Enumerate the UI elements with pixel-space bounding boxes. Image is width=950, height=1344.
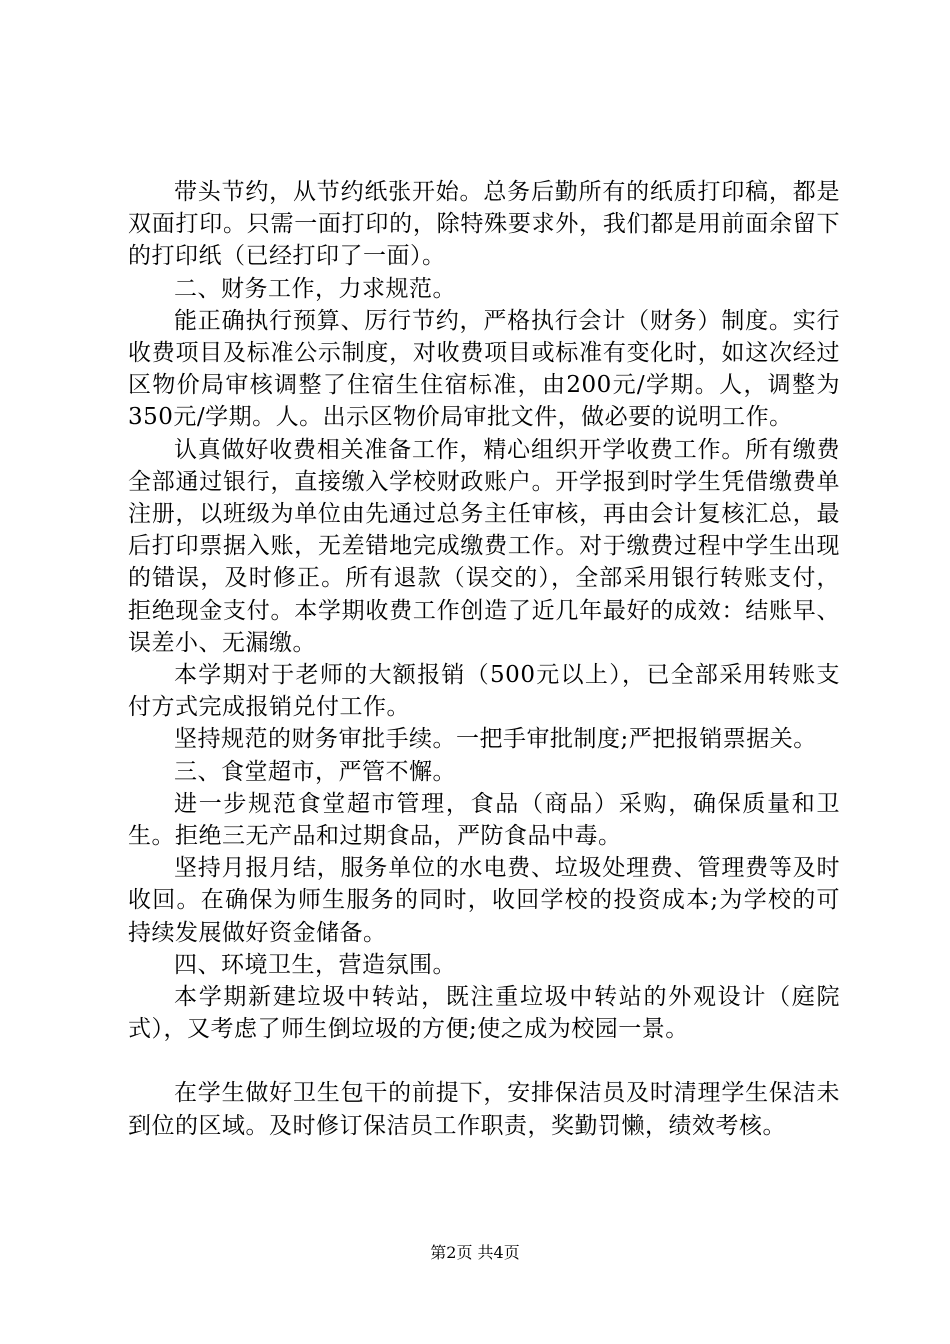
paragraph-budget: 能正确执行预算、厉行节约，严格执行会计（财务）制度。实行收费项目及标准公示制度，对收费项目或标准有变化时，如这次经过区物价局审核调整了住宿生住宿标准，由200元/学期。人，调整为350元/学期。人。出示区物价局审批文件，做必要的说明工作。 xyxy=(128,307,840,431)
paragraph-garbage-station: 本学期新建垃圾中转站，既注重垃圾中转站的外观设计（庭院式），又考虑了师生倒垃圾的方便;使之成为校园一景。 xyxy=(128,984,840,1043)
page-footer: 第2页 共4页 xyxy=(430,1243,520,1262)
section-heading-canteen: 三、食堂超市，严管不懈。 xyxy=(174,758,456,785)
section-heading-environment: 四、环境卫生，营造氛围。 xyxy=(174,951,456,978)
section-heading-finance: 二、财务工作，力求规范。 xyxy=(174,275,456,302)
paragraph-cleaning-staff: 在学生做好卫生包干的前提下，安排保洁员及时清理学生保洁未到位的区域。及时修订保洁员工作职责，奖勤罚懒，绩效考核。 xyxy=(128,1080,840,1139)
paragraph-fee-collection: 认真做好收费相关准备工作，精心组织开学收费工作。所有缴费全部通过银行，直接缴入学校财政账户。开学报到时学生凭借缴费单注册，以班级为单位由先通过总务主任审核，再由会计复核汇总，最后打印票据入账，无差错地完成缴费工作。对于缴费过程中学生出现的错误，及时修正。所有退款（误交的），全部采用银行转账支付，拒绝现金支付。本学期收费工作创造了近几年最好的成效：结账早、误差小、无漏缴。 xyxy=(128,436,840,656)
paragraph-reimbursement: 本学期对于老师的大额报销（500元以上），已全部采用转账支付方式完成报销兑付工作。 xyxy=(128,662,840,721)
document-body xyxy=(128,176,840,1142)
paragraph-approval: 坚持规范的财务审批手续。一把手审批制度;严把报销票据关。 xyxy=(174,726,817,753)
paragraph-paper-saving: 带头节约，从节约纸张开始。总务后勤所有的纸质打印稿，都是双面打印。只需一面打印的，除特殊要求外，我们都是用前面余留下的打印纸（已经打印了一面）。 xyxy=(128,179,840,270)
paragraph-monthly-settlement: 坚持月报月结，服务单位的水电费、垃圾处理费、管理费等及时收回。在确保为师生服务的同时，收回学校的投资成本;为学校的可持续发展做好资金储备。 xyxy=(128,855,840,946)
paragraph-canteen-management: 进一步规范食堂超市管理，食品（商品）采购，确保质量和卫生。拒绝三无产品和过期食品，严防食品中毒。 xyxy=(128,790,840,850)
blank-line xyxy=(128,1045,840,1077)
